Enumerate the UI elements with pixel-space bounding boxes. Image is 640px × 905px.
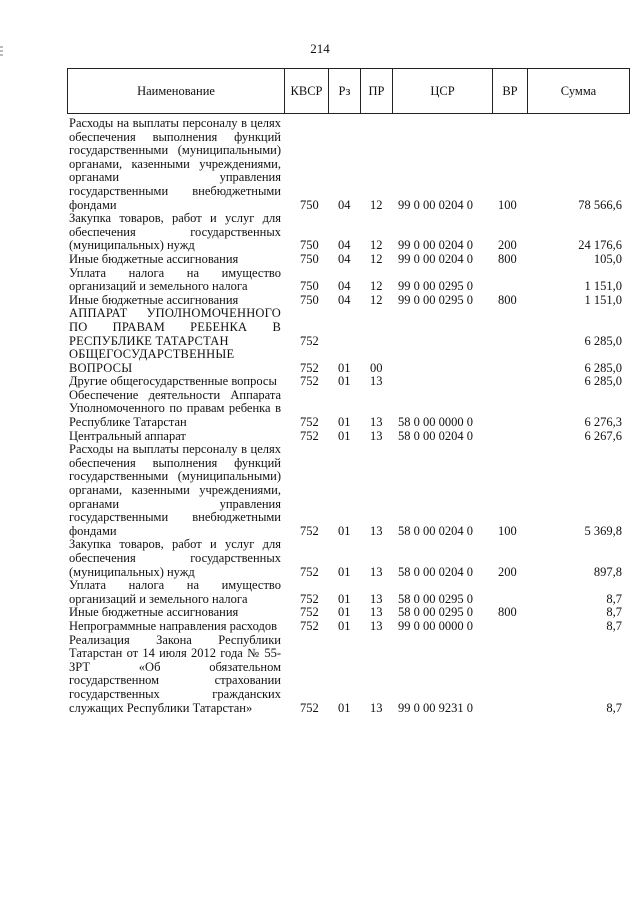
row-sum: 5 369,8 — [584, 523, 622, 538]
table-row — [0, 253, 640, 267]
row-name: Расходы на выплаты персоналу в целях обеспечения выполнения функций государственными (муниципальными) органами, казенными учреждениями, органами управления государственными внебюджетными фондами — [69, 116, 281, 212]
row-rz: 04 — [338, 197, 351, 212]
row-kvsr: 752 — [300, 428, 319, 443]
row-vr: 100 — [498, 197, 517, 212]
row-sum: 8,7 — [606, 591, 622, 606]
row-pr: 13 — [370, 591, 383, 606]
row-vr: 800 — [498, 251, 517, 266]
row-rz: 01 — [338, 618, 351, 633]
row-kvsr: 752 — [300, 360, 319, 375]
row-kvsr: 752 — [300, 564, 319, 579]
row-csr: 99 0 00 0295 0 — [398, 292, 473, 307]
row-vr: 200 — [498, 564, 517, 579]
row-kvsr: 752 — [300, 333, 319, 348]
row-csr: 58 0 00 0204 0 — [398, 523, 473, 538]
row-csr: 99 0 00 9231 0 — [398, 700, 473, 715]
header-kvsr: КВСР — [285, 69, 329, 114]
header-vr: ВР — [493, 69, 528, 114]
row-sum: 8,7 — [606, 700, 622, 715]
table-row — [0, 212, 640, 253]
table-row — [0, 267, 640, 294]
row-rz: 01 — [338, 415, 351, 430]
row-csr: 99 0 00 0000 0 — [398, 618, 473, 633]
row-rz: 01 — [338, 523, 351, 538]
row-rz: 01 — [338, 564, 351, 579]
table-row — [0, 117, 640, 212]
row-pr: 13 — [370, 523, 383, 538]
row-name: Другие общегосударственные вопросы — [69, 374, 277, 389]
row-name: Реализация Закона Республики Татарстан от 14 июля 2012 года № 55-ЗРТ «Об обязательном государственном страховании государственных гражданских служащих Республики Татарстан» — [69, 632, 281, 715]
row-csr: 58 0 00 0295 0 — [398, 605, 473, 620]
row-pr: 13 — [370, 605, 383, 620]
row-name: Расходы на выплаты персоналу в целях обеспечения выполнения функций государственными (муниципальными) органами, казенными учреждениями, органами управления государственными внебюджетными фондами — [69, 442, 281, 538]
row-pr: 00 — [370, 360, 383, 375]
row-rz: 01 — [338, 605, 351, 620]
row-rz: 01 — [338, 374, 351, 389]
table-row — [0, 579, 640, 606]
row-kvsr: 752 — [300, 415, 319, 430]
row-name: Иные бюджетные ассигнования — [69, 605, 239, 620]
row-name: ОБЩЕГОСУДАРСТВЕННЫЕ ВОПРОСЫ — [69, 347, 235, 375]
row-name: Закупка товаров, работ и услуг для обеспечения государственных (муниципальных) нужд — [69, 537, 281, 579]
table-header — [67, 68, 630, 114]
row-kvsr: 750 — [300, 279, 319, 294]
page-number: 214 — [310, 41, 330, 56]
table-row — [0, 620, 640, 634]
row-sum: 1 151,0 — [584, 279, 622, 294]
row-pr: 13 — [370, 428, 383, 443]
header-pr: ПР — [361, 69, 393, 114]
row-vr: 800 — [498, 605, 517, 620]
row-kvsr: 752 — [300, 605, 319, 620]
row-name: Центральный аппарат — [69, 428, 186, 443]
row-rz: 01 — [338, 428, 351, 443]
table-row — [0, 294, 640, 308]
row-vr: 100 — [498, 523, 517, 538]
table-row — [0, 307, 640, 348]
row-pr: 13 — [370, 564, 383, 579]
row-kvsr: 750 — [300, 238, 319, 253]
row-kvsr: 752 — [300, 523, 319, 538]
row-pr: 12 — [370, 197, 383, 212]
row-sum: 78 566,6 — [578, 197, 622, 212]
table-row — [0, 430, 640, 444]
row-rz: 01 — [338, 591, 351, 606]
row-csr: 58 0 00 0204 0 — [398, 564, 473, 579]
header-name: Наименование — [68, 69, 285, 114]
row-name: Уплата налога на имущество организаций и земельного налога — [69, 578, 281, 606]
row-kvsr: 750 — [300, 292, 319, 307]
row-name: Обеспечение деятельности Аппарата Уполномоченного по правам ребенка в Республике Татарстан — [69, 387, 281, 430]
row-vr: 800 — [498, 292, 517, 307]
row-pr: 13 — [370, 618, 383, 633]
row-name: Закупка товаров, работ и услуг для обеспечения государственных (муниципальных) нужд — [69, 211, 281, 253]
header-sum: Сумма — [528, 69, 630, 114]
row-kvsr: 750 — [300, 197, 319, 212]
row-kvsr: 752 — [300, 591, 319, 606]
row-sum: 6 285,0 — [584, 360, 622, 375]
row-kvsr: 750 — [300, 251, 319, 266]
row-sum: 6 285,0 — [584, 374, 622, 389]
row-sum: 1 151,0 — [584, 292, 622, 307]
row-pr: 13 — [370, 415, 383, 430]
row-rz: 04 — [338, 279, 351, 294]
table-row — [0, 375, 640, 389]
header-rz: Рз — [329, 69, 361, 114]
row-sum: 6 276,3 — [584, 415, 622, 430]
row-pr: 12 — [370, 292, 383, 307]
row-rz: 04 — [338, 251, 351, 266]
row-name: Иные бюджетные ассигнования — [69, 292, 239, 307]
row-name: Иные бюджетные ассигнования — [69, 251, 239, 266]
row-rz: 04 — [338, 292, 351, 307]
row-csr: 58 0 00 0000 0 — [398, 415, 473, 430]
row-sum: 897,8 — [593, 564, 622, 579]
row-sum: 8,7 — [606, 605, 622, 620]
row-rz: 01 — [338, 360, 351, 375]
row-name: Непрограммные направления расходов — [69, 618, 277, 633]
row-rz: 01 — [338, 700, 351, 715]
row-vr: 200 — [498, 238, 517, 253]
row-name: АППАРАТ УПОЛНОМОЧЕННОГО ПО ПРАВАМ РЕБЕНКА В РЕСПУБЛИКЕ ТАТАРСТАН — [69, 306, 281, 348]
table-row — [0, 606, 640, 620]
row-sum: 105,0 — [593, 251, 622, 266]
row-kvsr: 752 — [300, 700, 319, 715]
row-pr: 12 — [370, 238, 383, 253]
row-pr: 13 — [370, 700, 383, 715]
table-row — [0, 538, 640, 579]
row-csr: 99 0 00 0204 0 — [398, 238, 473, 253]
row-csr: 99 0 00 0204 0 — [398, 251, 473, 266]
row-sum: 24 176,6 — [578, 238, 622, 253]
table-row — [0, 634, 640, 716]
row-sum: 6 267,6 — [584, 428, 622, 443]
table-row — [0, 348, 640, 375]
row-csr: 58 0 00 0204 0 — [398, 428, 473, 443]
row-sum: 8,7 — [606, 618, 622, 633]
row-pr: 12 — [370, 279, 383, 294]
table-row — [0, 443, 640, 538]
row-kvsr: 752 — [300, 374, 319, 389]
row-sum: 6 285,0 — [584, 333, 622, 348]
table-row — [0, 389, 640, 430]
row-csr: 99 0 00 0295 0 — [398, 279, 473, 294]
row-csr: 99 0 00 0204 0 — [398, 197, 473, 212]
row-rz: 04 — [338, 238, 351, 253]
row-pr: 13 — [370, 374, 383, 389]
row-csr: 58 0 00 0295 0 — [398, 591, 473, 606]
header-csr: ЦСР — [393, 69, 493, 114]
row-kvsr: 752 — [300, 618, 319, 633]
row-pr: 12 — [370, 251, 383, 266]
row-name: Уплата налога на имущество организаций и земельного налога — [69, 265, 281, 294]
table-body — [0, 117, 640, 715]
